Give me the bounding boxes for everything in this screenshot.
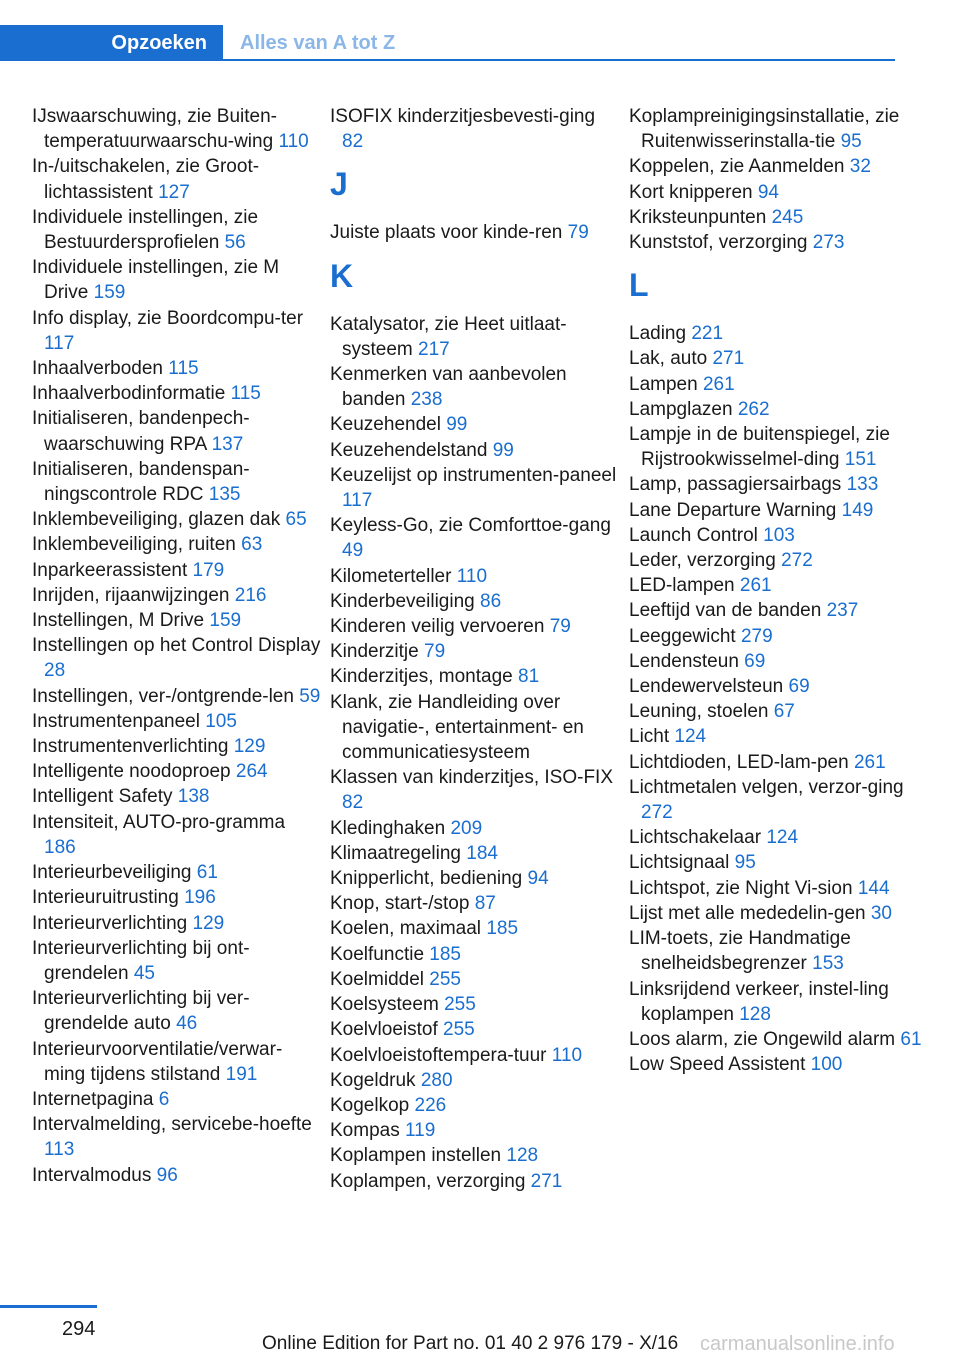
index-entry-text: Interieurverlichting: [32, 912, 188, 934]
index-entry-text: Koelmiddel: [330, 968, 424, 990]
index-entry-text: Lichtschakelaar: [629, 827, 762, 849]
index-entry-text: Instellingen op het Control Display: [32, 635, 321, 657]
page-link[interactable]: 144: [857, 877, 890, 899]
page-link[interactable]: 159: [209, 610, 242, 632]
page-link[interactable]: 119: [404, 1120, 436, 1142]
index-entry: [330, 942, 620, 967]
index-column-1: [32, 104, 322, 1188]
index-entry: [32, 306, 322, 356]
index-entry: [330, 1118, 620, 1143]
index-entry: [32, 633, 322, 683]
index-entry-text: Leeggewicht: [629, 625, 736, 647]
index-entry-text: Low Speed Assistent: [629, 1054, 806, 1076]
page-link[interactable]: 221: [691, 323, 724, 345]
index-entry: [629, 674, 929, 699]
header-rule: [223, 59, 895, 61]
page-link[interactable]: 226: [414, 1094, 447, 1116]
index-entry: [330, 1093, 620, 1118]
page-link[interactable]: 261: [853, 751, 886, 773]
index-entry: [629, 825, 929, 850]
index-entry-text: In-/uitschakelen, zie Groot-lichtassistent: [32, 156, 260, 203]
index-entry: [330, 916, 620, 941]
page-link[interactable]: 95: [734, 852, 756, 874]
index-column-3: [629, 104, 929, 1077]
index-entry-text: Individuele instellingen, zie M Drive: [32, 257, 280, 304]
index-entry: [330, 841, 620, 866]
index-entry: [32, 709, 322, 734]
index-entry-text: Klimaatregeling: [330, 842, 461, 864]
index-entry: [330, 589, 620, 614]
index-entry-text: Lampje in de buitenspiegel, zie Rijstrookwisselmel-ding: [629, 424, 890, 471]
index-entry: [629, 977, 929, 1027]
index-entry: [629, 180, 929, 205]
index-entry: [629, 372, 929, 397]
index-entry: [629, 624, 929, 649]
page-link[interactable]: 261: [702, 373, 735, 395]
page-link[interactable]: 128: [739, 1003, 771, 1025]
index-entry-text: Leeftijd van de banden: [629, 600, 822, 622]
page-link[interactable]: 96: [156, 1164, 178, 1186]
index-entry: [330, 765, 620, 815]
index-entry: [330, 1017, 620, 1042]
page-link[interactable]: 272: [781, 550, 813, 572]
page-link[interactable]: 186: [44, 836, 76, 858]
index-entry-text: Inrijden, rijaanwijzingen: [32, 584, 230, 606]
page-number: 294: [62, 1318, 96, 1340]
index-entry-text: Keuzehendel: [330, 414, 441, 436]
page-link[interactable]: 32: [849, 156, 871, 178]
index-entry: [629, 850, 929, 875]
index-entry-text: Lijst met alle mededelin-gen: [629, 902, 866, 924]
page-link[interactable]: 124: [766, 827, 799, 849]
page-link[interactable]: 149: [841, 499, 874, 521]
index-entry-text: Lichtmetalen velgen, verzor-ging: [629, 776, 904, 798]
page-link[interactable]: 45: [133, 962, 155, 984]
index-entry: [629, 321, 929, 346]
page-link[interactable]: 67: [773, 701, 795, 723]
index-entry-text: Inhaalverbodinformatie: [32, 383, 226, 405]
page-link[interactable]: 255: [444, 994, 476, 1016]
index-entry-text: Initialiseren, bandenspan-ningscontrole RDC: [32, 458, 250, 506]
index-entry-text: Lading: [629, 323, 687, 345]
index-entry-text: Kriksteunpunten: [629, 206, 767, 228]
index-entry-text: Juiste plaats voor kinde-ren: [330, 222, 563, 244]
index-entry-text: Intervalmelding, servicebe-hoefte: [32, 1114, 312, 1136]
index-entry-text: Kledinghaken: [330, 817, 446, 839]
index-entry-text: Kinderen veilig vervoeren: [330, 616, 545, 638]
index-entry: [32, 860, 322, 885]
section-letter: K: [330, 257, 354, 294]
index-entry-text: Loos alarm, zie Ongewild alarm: [629, 1028, 896, 1050]
index-entry-text: Individuele instellingen, zie Bestuurdersprofielen: [32, 206, 259, 254]
page-link[interactable]: 49: [342, 540, 364, 562]
index-entry-text: Kinderbeveiliging: [330, 590, 475, 612]
index-entry: [330, 816, 620, 841]
index-entry: [32, 381, 322, 406]
index-entry-text: Interieurverlichting bij ver-grendelde auto: [32, 988, 250, 1035]
page-link[interactable]: 238: [410, 389, 443, 411]
page-link[interactable]: 63: [241, 534, 263, 556]
index-entry-text: Lichtdioden, LED-lam-pen: [629, 751, 849, 773]
page-link[interactable]: 81: [518, 666, 540, 688]
index-entry-text: Instellingen, M Drive: [32, 610, 205, 632]
index-entry-text: Interieurbeveiliging: [32, 862, 192, 884]
index-entry-text: Kilometerteller: [330, 565, 452, 587]
index-entry: [32, 406, 322, 456]
index-entry-text: Inparkeerassistent: [32, 559, 188, 581]
index-entry-text: Knipperlicht, bediening: [330, 868, 523, 890]
index-entry: [32, 356, 322, 381]
index-entry-text: Lamp, passagiersairbags: [629, 474, 842, 496]
page-link[interactable]: 79: [424, 641, 446, 663]
index-entry-text: Knop, start-/stop: [330, 893, 470, 915]
index-entry: [629, 926, 929, 976]
index-column-2: [330, 104, 620, 1194]
page-link[interactable]: 30: [870, 902, 892, 924]
page-link[interactable]: 65: [285, 509, 307, 531]
index-entry: [330, 220, 620, 245]
index-entry: [330, 1169, 620, 1194]
page-link[interactable]: 271: [530, 1170, 563, 1192]
index-entry-text: Lak, auto: [629, 348, 708, 370]
page-link[interactable]: 124: [674, 726, 707, 748]
index-entry: [330, 639, 620, 664]
page-link[interactable]: 28: [44, 660, 66, 682]
page-link[interactable]: 117: [44, 332, 75, 354]
index-entry-text: Kogeldruk: [330, 1069, 416, 1091]
page-link[interactable]: 184: [466, 842, 498, 864]
index-entry: [32, 255, 322, 305]
index-entry: [330, 312, 620, 362]
index-entry-text: Licht: [629, 726, 670, 748]
page-link[interactable]: 69: [788, 676, 810, 698]
index-entry-text: Keuzehendelstand: [330, 439, 488, 461]
index-entry: [629, 523, 929, 548]
index-entry-text: Keyless-Go, zie Comforttoe-gang: [330, 515, 611, 537]
index-entry-text: Lampglazen: [629, 398, 733, 420]
index-entry: [629, 498, 929, 523]
watermark: carmanualsonline.info: [700, 1333, 895, 1355]
index-entry-text: Intelligent Safety: [32, 786, 173, 808]
index-entry: [330, 690, 620, 766]
header-bar: [0, 25, 895, 61]
page-link[interactable]: 153: [812, 953, 844, 975]
page-link[interactable]: 87: [474, 893, 496, 915]
index-entry-text: Inhaalverboden: [32, 358, 163, 380]
index-entry-text: LIM-toets, zie Handmatige snelheidsbegrenzer: [629, 928, 851, 975]
index-entry-text: Intelligente noodoproep: [32, 761, 231, 783]
page-link[interactable]: 79: [549, 616, 571, 638]
index-entry-text: Inklembeveiliging, ruiten: [32, 534, 236, 556]
index-entry-text: Lendensteun: [629, 650, 739, 672]
index-entry: [330, 564, 620, 589]
index-entry: [330, 362, 620, 412]
index-entry: [330, 438, 620, 463]
page-link[interactable]: 262: [737, 398, 770, 420]
page-link[interactable]: 255: [429, 968, 461, 990]
index-entry-text: Intervalmodus: [32, 1164, 152, 1186]
index-entry: [32, 532, 322, 557]
index-entry-text: Lichtsignaal: [629, 852, 730, 874]
index-entry: [330, 866, 620, 891]
page-link[interactable]: 79: [567, 222, 589, 244]
page-link[interactable]: 95: [840, 131, 862, 153]
index-entry: [330, 104, 620, 154]
page-link[interactable]: 82: [342, 131, 364, 153]
page-link[interactable]: 115: [168, 358, 199, 380]
index-entry: [32, 1163, 322, 1188]
index-entry: [629, 901, 929, 926]
index-entry-text: Initialiseren, bandenpech-waarschuwing RPA: [32, 408, 250, 455]
page-link[interactable]: 82: [342, 792, 364, 814]
index-entry: [629, 876, 929, 901]
index-entry-text: Instellingen, ver-/ontgrende-len: [32, 685, 294, 707]
index-entry: [629, 573, 929, 598]
page-link[interactable]: 129: [233, 736, 266, 758]
page-link[interactable]: 272: [641, 802, 673, 824]
index-entry: [32, 810, 322, 860]
index-entry: [629, 548, 929, 573]
index-entry: [32, 759, 322, 784]
index-entry: [32, 885, 322, 910]
index-entry: [629, 1027, 929, 1052]
page-link[interactable]: 46: [176, 1013, 198, 1035]
page-link[interactable]: 99: [446, 414, 468, 436]
index-entry: [629, 724, 929, 749]
page-link[interactable]: 133: [846, 474, 879, 496]
index-entry: [330, 967, 620, 992]
index-entry-text: Klassen van kinderzitjes, ISO-FIX: [330, 767, 613, 789]
page-link[interactable]: 56: [224, 232, 246, 254]
index-entry-text: Lane Departure Warning: [629, 499, 837, 521]
index-entry: [32, 911, 322, 936]
page-link[interactable]: 216: [234, 584, 267, 606]
page-link[interactable]: 217: [418, 338, 450, 360]
index-entry: [629, 472, 929, 497]
index-entry: [330, 664, 620, 689]
index-entry-text: Koppelen, zie Aanmelden: [629, 156, 845, 178]
index-entry: [330, 1143, 620, 1168]
page-link[interactable]: 135: [208, 484, 241, 506]
index-entry: [629, 346, 929, 371]
page-link[interactable]: 245: [771, 206, 804, 228]
page-link[interactable]: 59: [299, 685, 321, 707]
index-entry-text: Koplampen instellen: [330, 1145, 502, 1167]
page-link[interactable]: 179: [192, 559, 225, 581]
page-link[interactable]: 209: [450, 817, 483, 839]
index-entry: [330, 513, 620, 563]
page-link[interactable]: 110: [278, 131, 309, 153]
index-entry-text: Interieurverlichting bij ont-grendelen: [32, 937, 250, 984]
index-entry: [32, 734, 322, 759]
index-entry: [32, 104, 322, 154]
index-entry: [629, 699, 929, 724]
index-entry-text: Kogelkop: [330, 1094, 410, 1116]
index-entry-text: Keuzelijst op instrumenten-paneel: [330, 464, 617, 486]
index-entry: [32, 457, 322, 507]
index-entry-text: IJswaarschuwing, zie Buiten-temperatuurwaarschu-wing: [32, 106, 277, 153]
edition-note: Online Edition for Part no. 01 40 2 976 179 - X/16: [262, 1333, 679, 1354]
page-link[interactable]: 6: [158, 1088, 170, 1110]
footer-rule: [0, 1305, 97, 1308]
index-entry: [330, 1068, 620, 1093]
index-entry: [32, 583, 322, 608]
page-link[interactable]: 280: [420, 1069, 453, 1091]
page-link[interactable]: 261: [739, 575, 772, 597]
index-entry: [330, 412, 620, 437]
index-entry: [32, 205, 322, 255]
index-entry-text: Internetpagina: [32, 1088, 154, 1110]
index-entry: [629, 154, 929, 179]
index-entry: [32, 154, 322, 204]
index-entry: [629, 230, 929, 255]
tab-alles-van-a-tot-z[interactable]: Alles van A tot Z: [240, 31, 396, 54]
index-entry: [629, 1052, 929, 1077]
page-link[interactable]: 279: [740, 625, 773, 647]
index-entry-text: Lendewervelsteun: [629, 676, 784, 698]
index-entry-text: Inklembeveiliging, glazen dak: [32, 509, 281, 531]
index-entry-text: Koelsysteem: [330, 994, 439, 1016]
index-entry-text: Leder, verzorging: [629, 550, 776, 572]
page-link[interactable]: 151: [844, 449, 877, 471]
index-entry: [629, 598, 929, 623]
index-entry-text: Koplampen, verzorging: [330, 1170, 526, 1192]
index-entry-text: Launch Control: [629, 524, 758, 546]
page-link[interactable]: 273: [812, 232, 845, 254]
index-entry-text: ISOFIX kinderzitjesbevesti-ging: [330, 106, 596, 127]
index-entry: [629, 775, 929, 825]
page-link[interactable]: 185: [429, 943, 461, 965]
index-entry-text: Koelen, maximaal: [330, 918, 482, 940]
page-link[interactable]: 264: [235, 761, 268, 783]
index-entry-text: Katalysator, zie Heet uitlaat-systeem: [330, 313, 567, 360]
index-entry: [32, 684, 322, 709]
index-entry-text: Interieuruitrusting: [32, 887, 179, 909]
page-link[interactable]: 159: [93, 282, 126, 304]
index-entry: [32, 936, 322, 986]
page-link[interactable]: 61: [900, 1028, 922, 1050]
page-link[interactable]: 100: [810, 1054, 843, 1076]
index-entry-text: Leuning, stoelen: [629, 701, 769, 723]
index-entry: [629, 649, 929, 674]
index-entry-text: Kunststof, verzorging: [629, 232, 808, 254]
index-entry: [330, 614, 620, 639]
index-entry-text: Kompas: [330, 1120, 400, 1142]
index-entry: [330, 992, 620, 1017]
page-link[interactable]: 128: [506, 1145, 539, 1167]
index-entry: [32, 608, 322, 633]
index-entry: [629, 397, 929, 422]
index-entry-text: Koelfunctie: [330, 943, 425, 965]
index-entry-text: Kinderzitjes, montage: [330, 666, 513, 688]
index-entry: [32, 1037, 322, 1087]
index-entry-text: LED-lampen: [629, 575, 735, 597]
index-entry: [629, 422, 929, 472]
page-link[interactable]: 99: [492, 439, 514, 461]
page-link[interactable]: 191: [225, 1063, 258, 1085]
index-entry: [32, 507, 322, 532]
page-link[interactable]: 129: [192, 912, 225, 934]
page-link[interactable]: 196: [184, 887, 216, 909]
index-entry: [32, 1112, 322, 1162]
index-entry-text: Linksrijdend verkeer, instel-ling koplampen: [629, 978, 889, 1025]
index-entry-text: Instrumentenverlichting: [32, 736, 229, 758]
page-link[interactable]: 69: [744, 650, 766, 672]
index-entry: [629, 205, 929, 230]
index-entry-text: Info display, zie Boordcompu-ter: [32, 307, 304, 329]
index-entry-text: Koelvloeistof: [330, 1019, 438, 1041]
page-link[interactable]: 127: [158, 181, 190, 203]
page-link[interactable]: 110: [551, 1044, 583, 1066]
page-link[interactable]: 113: [44, 1139, 75, 1161]
page-link[interactable]: 185: [486, 918, 519, 940]
index-entry-text: Klank, zie Handleiding over navigatie-, entertainment- en communicatiesysteem: [330, 691, 584, 764]
page-link[interactable]: 237: [826, 600, 859, 622]
index-entry-text: Intensiteit, AUTO-pro-gramma: [32, 811, 286, 833]
section-letter: L: [629, 267, 649, 304]
index-entry: [629, 750, 929, 775]
page-link[interactable]: 86: [480, 590, 502, 612]
index-entry: [629, 104, 929, 154]
index-entry-text: Kinderzitje: [330, 641, 419, 663]
index-entry: [32, 784, 322, 809]
page-link[interactable]: 61: [196, 862, 218, 884]
index-entry: [330, 891, 620, 916]
index-entry: [32, 1087, 322, 1112]
page-link[interactable]: 103: [763, 524, 795, 546]
index-entry-text: Koelvloeistoftempera-tuur: [330, 1044, 547, 1066]
index-entry-text: Lampen: [629, 373, 698, 395]
page-link[interactable]: 115: [230, 383, 261, 405]
index-entry: [32, 558, 322, 583]
index-entry-text: Kort knipperen: [629, 181, 753, 203]
page-link[interactable]: 94: [527, 868, 549, 890]
tab-opzoeken[interactable]: Opzoeken: [0, 25, 223, 61]
index-entry: [32, 986, 322, 1036]
page-link[interactable]: 110: [456, 565, 488, 587]
index-entry-text: Kenmerken van aanbevolen banden: [330, 364, 567, 411]
page-link[interactable]: 105: [205, 710, 237, 732]
page-link[interactable]: 94: [757, 181, 779, 203]
index-entry: [330, 1043, 620, 1068]
index-entry: [330, 463, 620, 513]
page-link[interactable]: 271: [712, 348, 745, 370]
section-letter: J: [330, 166, 348, 203]
index-entry-text: Koplampreinigingsinstallatie, zie Ruitenwisserinstalla-tie: [629, 106, 900, 153]
index-entry-text: Instrumentenpaneel: [32, 710, 200, 732]
page-link[interactable]: 117: [342, 490, 373, 512]
page-link[interactable]: 138: [177, 786, 210, 808]
page-link[interactable]: 137: [211, 433, 244, 455]
page-link[interactable]: 255: [443, 1019, 475, 1041]
index-entry-text: Lichtspot, zie Night Vi-sion: [629, 877, 853, 899]
index-entry-text: Interieurvoorventilatie/verwar-ming tijdens stilstand: [32, 1038, 283, 1085]
